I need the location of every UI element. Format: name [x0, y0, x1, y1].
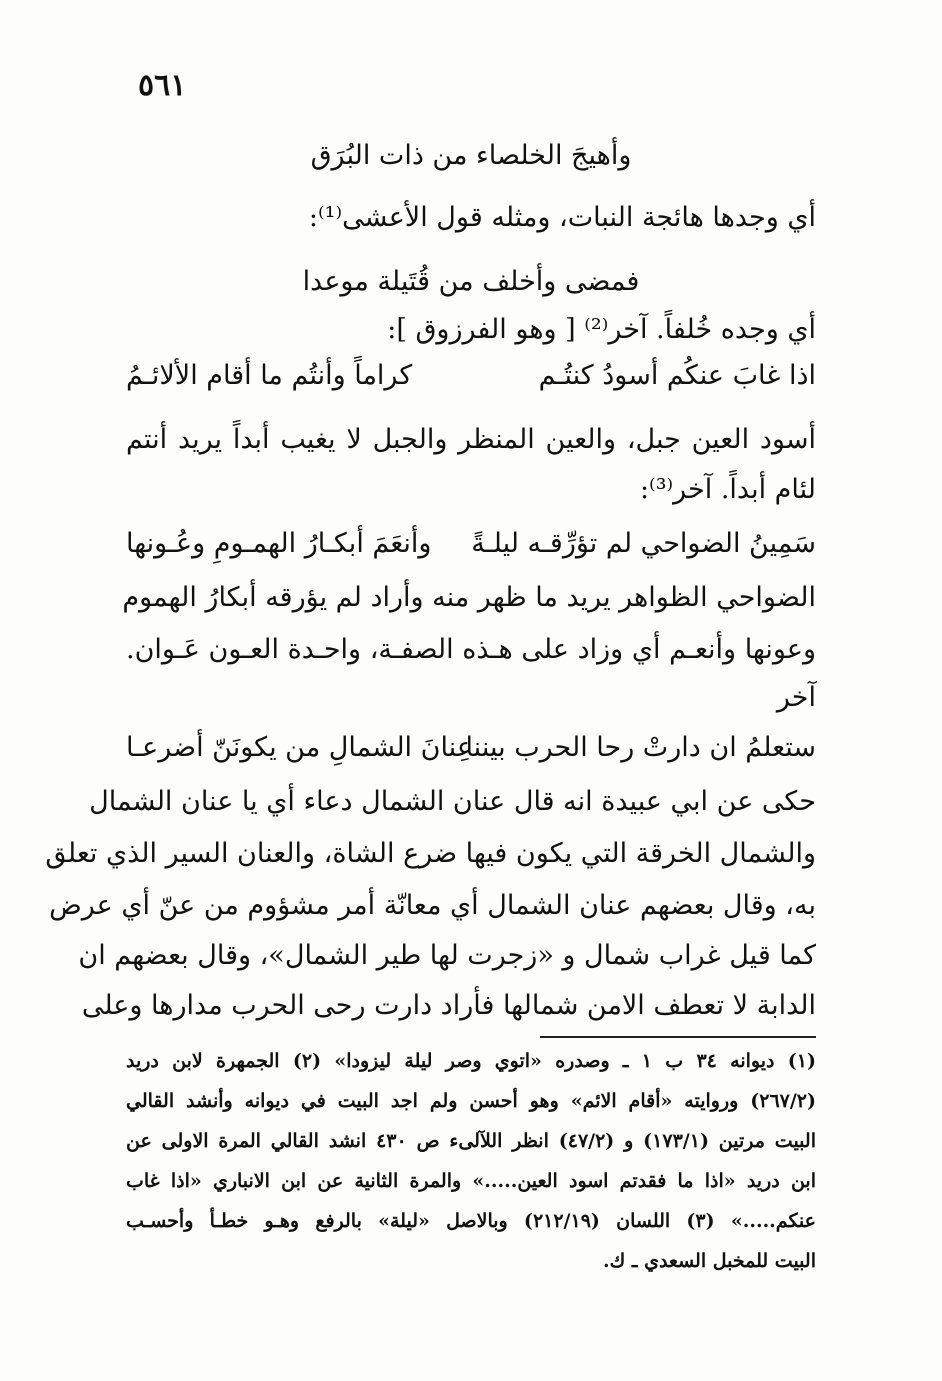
text-line: الدابة لا تعطف الامن شمالها فأراد دارت رحى الحرب مدارها وعلى [81, 990, 816, 1021]
text-line: أي وجده خُلفاً. آخر⁽²⁾ [ وهو الفرزوق ]: [387, 314, 816, 345]
verse-second-hemistich: كراماً وأنتُم ما أقام الألائـمُ [126, 360, 413, 391]
text-line: أسود العين جبل، والعين المنظر والجبل لا يغيب أبداً يريد أنتم [126, 424, 816, 455]
text-line: وعونها وأنعـم أي وزاد على هـذه الصفـة، واحـدة العـون عَـوان. [126, 634, 816, 665]
verse-second-hemistich: عِنانَ الشمالِ من يكونَنّ أضرعـا [126, 732, 473, 763]
text-line: والشمال الخرقة التي يكون فيها ضرع الشاة، والعنان السير الذي تعلق [45, 838, 816, 869]
text-line: كما قيل غراب شمال و «زجرت لها طير الشمال»، وقال بعضهم ان [78, 940, 816, 971]
page-number: ٥٦١ [138, 68, 187, 103]
footnote-separator [540, 1036, 816, 1038]
verse-couplet [126, 354, 816, 398]
verse-first-hemistich: ستعلمُ ان دارتْ رحا الحرب بيننا [465, 732, 816, 763]
verse-first-hemistich: سَمِينُ الضواحي لم تؤرِّقـه ليلـةً [471, 528, 816, 559]
verse-couplet [126, 726, 816, 770]
verse-couplet [126, 522, 816, 566]
verse-line: وأهيجَ الخلصاء من ذات البُرَق [310, 140, 632, 171]
text-line: الضواحي الظواهر يريد ما ظهر منه وأراد لم يؤرقه أبكارُ الهموم [122, 582, 816, 613]
text-line: به، وقال بعضهم عنان الشمال أي معانّة أمر مشؤوم من عنّ أي عرض [49, 890, 816, 921]
text-line: أي وجدها هائجة النبات، ومثله قول الأعشى⁽¹⁾: [308, 202, 816, 233]
footnote-line: البيت للمخبل السعدي ـ ك. [603, 1250, 816, 1272]
text-line: لئام أبداً. آخر⁽³⁾: [639, 474, 816, 505]
footnote-line: ابن دريد «اذا ما فقدتم اسود العين.....» والمرة الثانية عن ابن الانباري «اذا غاب [126, 1170, 816, 1192]
footnote-line: (٢٦٧/٢) وروايته «أقام الائم» وهو أحسن ولم اجد البيت في ديوانه وأنشد القالي [126, 1090, 816, 1112]
text-line: آخر [776, 682, 816, 713]
footnote-line: البيت مرتين (١٧٣/١) و (٤٧/٢) انظر اللآلىء ص ٤٣٠ انشد القالي المرة الاولى عن [126, 1130, 816, 1152]
footnote-line: (١) ديوانه ٣٤ ب ١ ـ وصدره «اتوي وصر ليلة ليزودا» (٢) الجمهرة لابن دريد [126, 1050, 816, 1072]
text-line: حكى عن ابي عبيدة انه قال عنان الشمال دعاء أي يا عنان الشمال [89, 786, 816, 817]
verse-second-hemistich: وأنعَمَ أبكـارُ الهمـومِ وعُـونها [126, 528, 432, 559]
verse-line: فمضى وأخلف من قُتَيلة موعدا [302, 266, 640, 297]
verse-first-hemistich: اذا غابَ عنكُم أسودُ كنتُـم [538, 360, 816, 391]
footnote-line: عنكم.....» (٣) اللسان (٢١٢/١٩) وبالاصل «ليلة» بالرفع وهـو خطـأ وأحسـب [126, 1210, 817, 1232]
